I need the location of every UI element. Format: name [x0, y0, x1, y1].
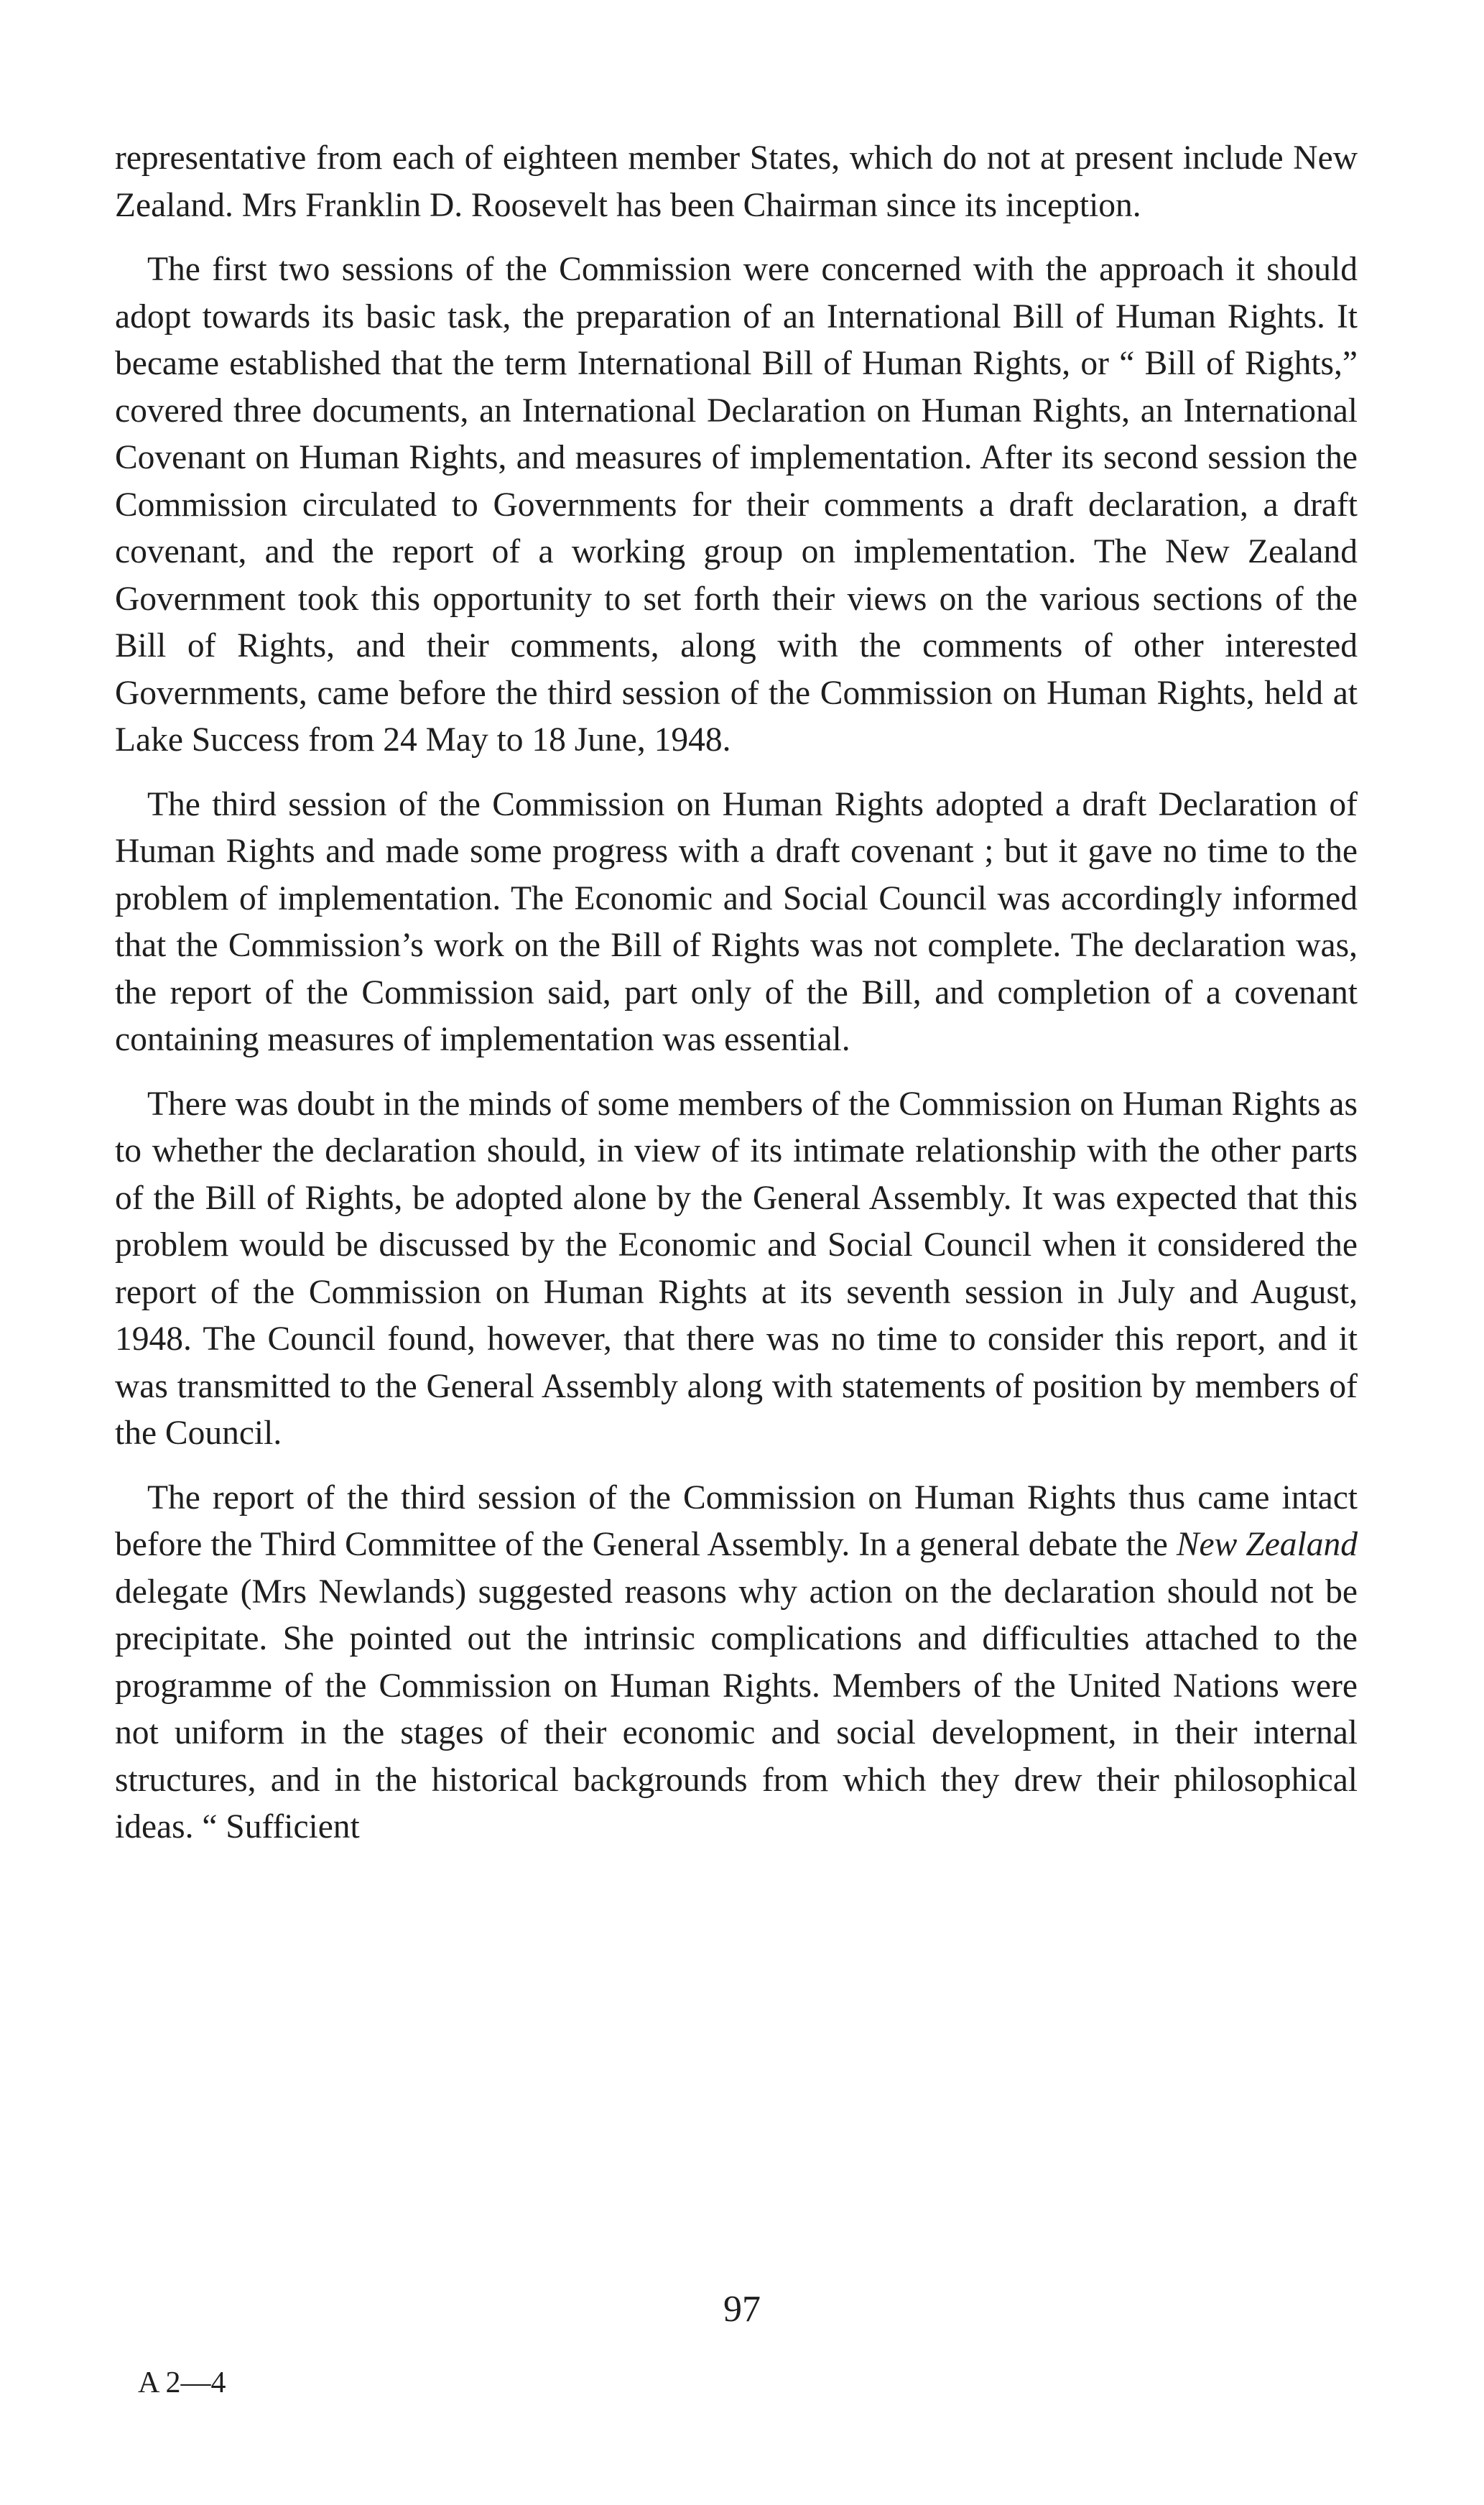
page-number: 97: [723, 2289, 761, 2330]
paragraph-4: [115, 1081, 1358, 1458]
paragraph-1: [115, 135, 1358, 229]
page-body: [115, 135, 1358, 1851]
paragraph-5: [115, 1475, 1358, 1851]
paragraph-4-text: There was doubt in the minds of some members of the Commission on Human Rights as to whether the declaration should, in view of its intimate relationship with the other parts of the Bill of Rights, be adopted alone by the General Assembly. It was expected that this problem would be discussed by the Economic and Social Council when it considered the report of the Commission on Human Rights at its seventh session in July and August, 1948. The Council found, however, that there was no time to consider this report, and it was transmitted to the General Assembly along with statements of position by members of the Council.: [115, 1085, 1358, 1452]
paragraph-5-italic-new-zealand: New Zealand: [1176, 1526, 1358, 1563]
paragraph-2: [115, 246, 1358, 764]
paragraph-3: [115, 782, 1358, 1064]
signature-mark: A 2—4: [138, 2366, 226, 2399]
paragraph-1-text: representative from each of eighteen member States, which do not at present include New Zealand. Mrs Franklin D. Roosevelt has been Chairman since its inception.: [115, 139, 1358, 224]
paragraph-5-text-end: delegate (Mrs Newlands) suggested reasons why action on the declaration should not be precipitate. She pointed out the intrinsic complications and difficulties attached to the programme of the Commission on Human Rights. Members of the United Nations were not uniform in the stages of their economic and social development, in their internal structures, and in the historical backgrounds from which they drew their philosophical ideas. “ Sufficient: [115, 1573, 1358, 1846]
paragraph-3-text: The third session of the Commission on Human Rights adopted a draft Declaration of Human Rights and made some progress with a draft covenant ; but it gave no time to the problem of implementation. The Economic and Social Council was accordingly informed that the Commission’s work on the Bill of Rights was not complete. The declaration was, the report of the Commission said, part only of the Bill, and completion of a covenant containing measures of implementation was essential.: [115, 785, 1358, 1058]
paragraph-2-text: The first two sessions of the Commission were concerned with the approach it should adopt towards its basic task, the preparation of an International Bill of Human Rights. It became established that the term International Bill of Human Rights, or “ Bill of Rights,” covered three documents, an International Declaration on Human Rights, an International Covenant on Human Rights, and measures of implementation. After its second session the Commission circulated to Governments for their comments a draft declaration, a draft covenant, and the report of a working group on implementation. The New Zealand Government took this opportunity to set forth their views on the various sections of the Bill of Rights, and their comments, along with the comments of other interested Governments, came before the third session of the Commission on Human Rights, held at Lake Success from 24 May to 18 June, 1948.: [115, 251, 1358, 759]
paragraph-5-text-start: The report of the third session of the Commission on Human Rights thus came intact before the Third Committee of the General Assembly. In a general debate the: [115, 1478, 1358, 1563]
